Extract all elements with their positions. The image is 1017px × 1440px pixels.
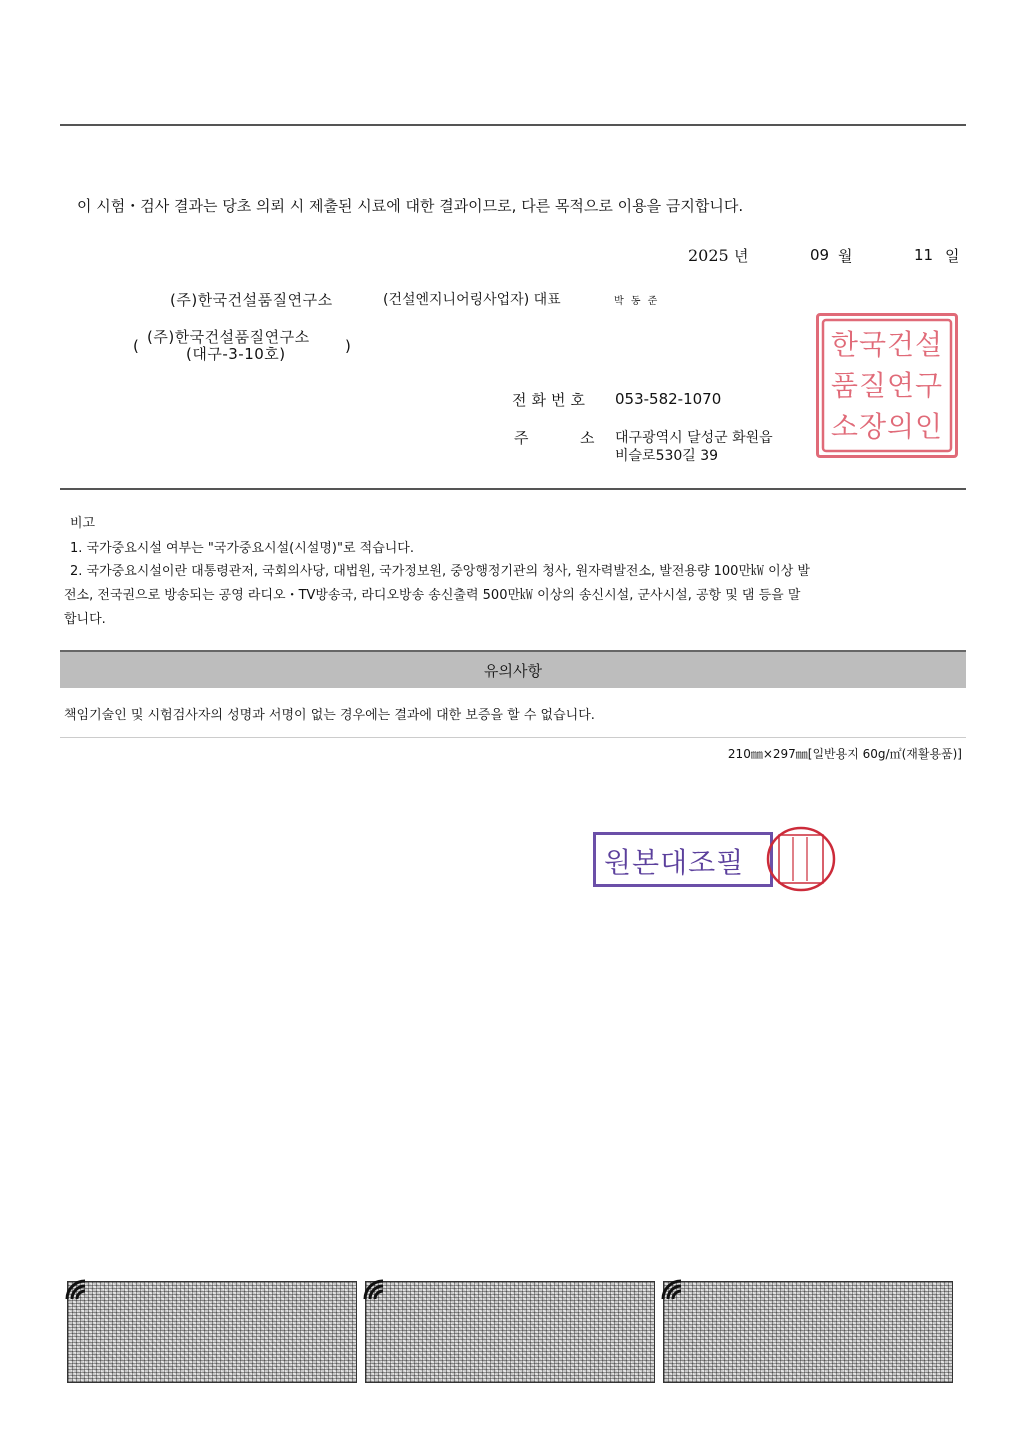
- representative-name: 박 동 준: [614, 296, 660, 307]
- address-line-1: 대구광역시 달성군 화원읍: [615, 430, 773, 446]
- bottom-rule: [60, 737, 966, 738]
- seal-line-1: 한국건설: [830, 328, 944, 361]
- barcode-corner-icon: [661, 1279, 683, 1301]
- sub-company-name: (주)한국건설품질연구소: [147, 328, 310, 346]
- remark-item-2-line-1: 2. 국가중요시설이란 대통령관저, 국회의사당, 대법원, 국가정보원, 중앙행정기관의 청사, 원자력발전소, 발전용량 100만㎾ 이상 발: [70, 564, 810, 579]
- paper-spec: 210㎜×297㎜[일반용지 60g/㎡(재활용품)]: [727, 747, 962, 761]
- paren-close: ): [345, 337, 351, 355]
- business-type: (건설엔지니어링사업자) 대표: [383, 292, 561, 308]
- seal-line-3: 소장의인: [830, 410, 944, 443]
- notice-header: [60, 650, 966, 688]
- disclaimer-text: 이 시험・검사 결과는 당초 의뢰 시 제출된 시료에 대한 결과이므로, 다른 목적으로 이용을 금지합니다.: [77, 197, 744, 215]
- remark-item-2-line-3: 합니다.: [64, 612, 106, 627]
- barcode-1: [67, 1281, 357, 1383]
- date-month-unit: 월: [838, 247, 853, 265]
- company-seal: [816, 313, 958, 458]
- remarks-title: 비고: [70, 516, 96, 531]
- remark-item-1: 1. 국가중요시설 여부는 "국가중요시설(시설명)"로 적습니다.: [70, 541, 415, 556]
- top-rule: [60, 124, 966, 126]
- address-line-2: 비슬로530길 39: [615, 448, 719, 464]
- phone-number: 053-582-1070: [615, 390, 722, 408]
- stamp-circle-icon: [765, 825, 837, 893]
- date-day: 11: [914, 246, 934, 264]
- paren-open: (: [133, 337, 139, 355]
- notice-text: 책임기술인 및 시험검사자의 성명과 서명이 없는 경우에는 결과에 대한 보증을 할 수 없습니다.: [64, 708, 595, 723]
- barcode-3: [663, 1281, 953, 1383]
- registration-number: (대구-3-10호): [186, 345, 286, 363]
- date-month: 09: [810, 246, 830, 264]
- date-day-unit: 일: [945, 247, 960, 265]
- barcode-corner-icon: [65, 1279, 87, 1301]
- address-label-2: 소: [580, 429, 595, 447]
- company-name: (주)한국건설품질연구소: [170, 291, 333, 309]
- date-year: 2025: [688, 246, 729, 265]
- stamp-text: 원본대조필: [604, 846, 745, 879]
- date-year-unit: 년: [734, 247, 749, 265]
- original-verified-stamp: [593, 832, 773, 887]
- remark-item-2-line-2: 전소, 전국권으로 방송되는 공영 라디오・TV방송국, 라디오방송 송신출력 500만㎾ 이상의 송신시설, 군사시설, 공항 및 댐 등을 말: [64, 588, 801, 603]
- barcode-corner-icon: [363, 1279, 385, 1301]
- notice-title: 유의사항: [484, 662, 542, 680]
- barcode-2: [365, 1281, 655, 1383]
- seal-line-2: 품질연구: [830, 369, 944, 402]
- phone-label: 전화번호: [512, 391, 590, 409]
- mid-rule: [60, 488, 966, 490]
- address-label-1: 주: [514, 429, 529, 447]
